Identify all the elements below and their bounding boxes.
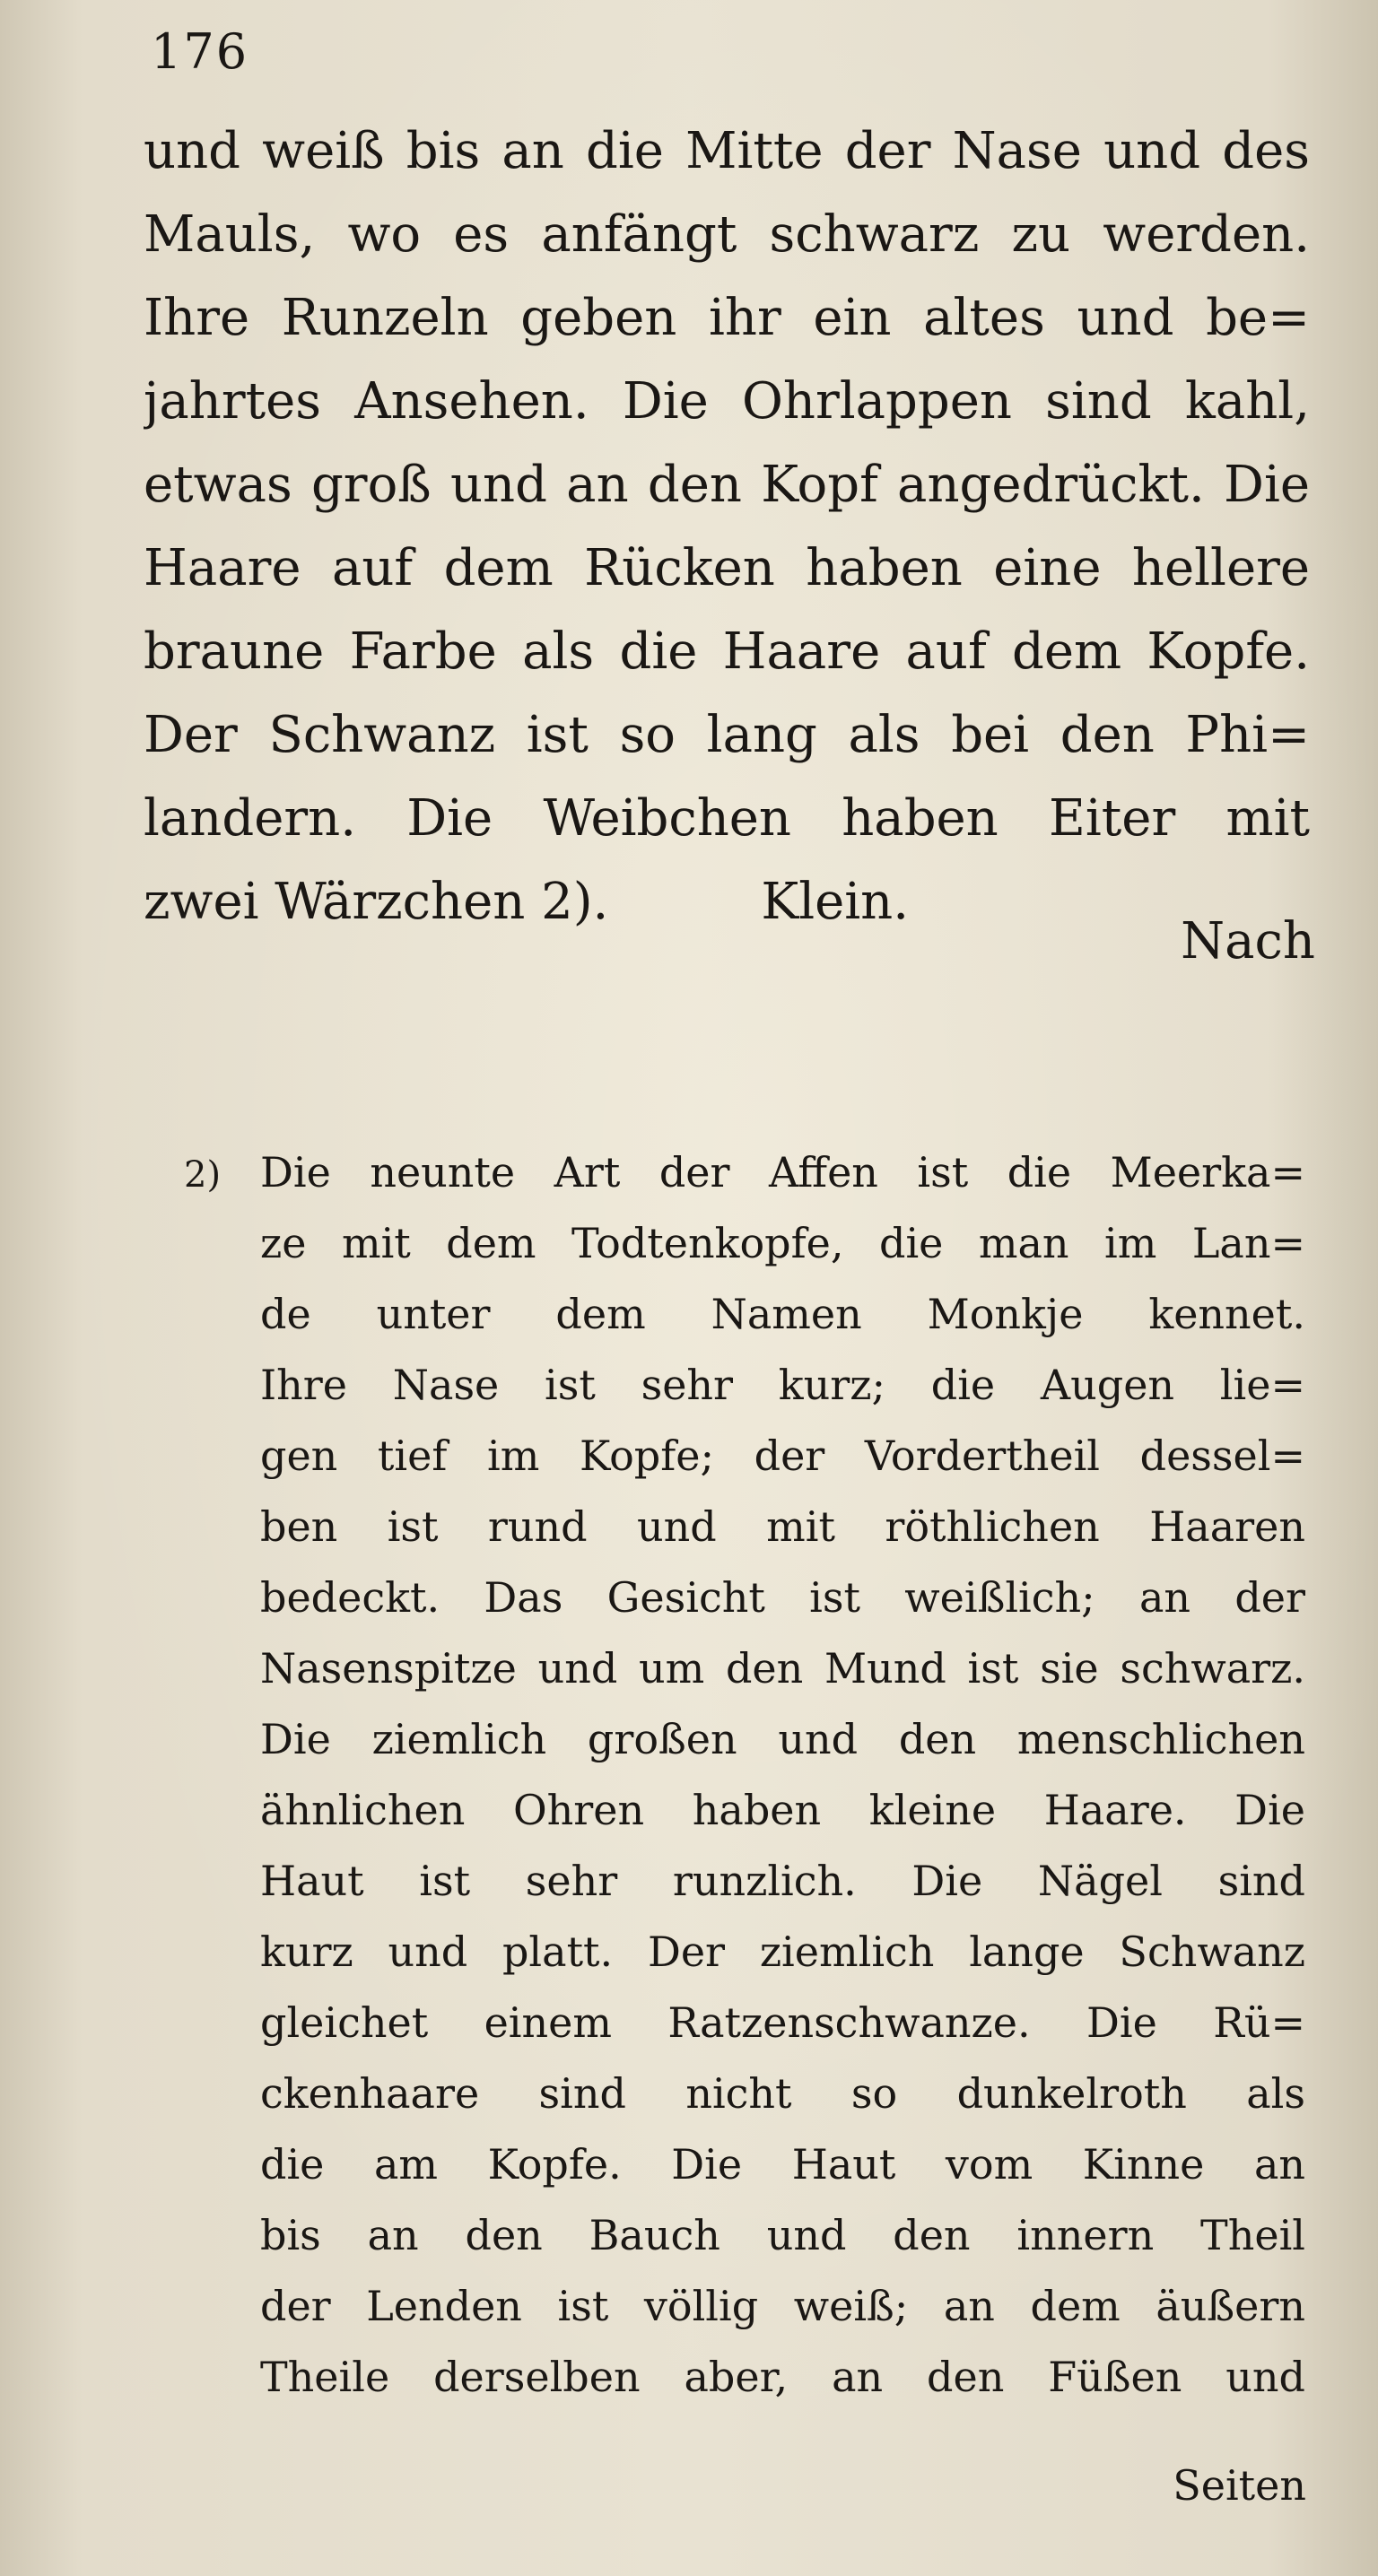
body-last-line-text: zwei Wärzchen 2). xyxy=(144,873,609,931)
footnote-line: bis an den Bauch und den innern Theil xyxy=(260,2211,1305,2259)
page-number: 176 xyxy=(151,23,249,80)
footnote-line: gen tief im Kopfe; der Vordertheil dessel= xyxy=(260,1432,1305,1480)
footnote-catchword: Seiten xyxy=(1173,2461,1306,2510)
body-line: Der Schwanz ist so lang als bei den Phi= xyxy=(144,706,1310,764)
footnote-line: der Lenden ist völlig weiß; an dem äußern xyxy=(260,2282,1305,2330)
footnote-line xyxy=(184,1137,1305,1208)
footnote-line: ähnlichen Ohren haben kleine Haare. Die xyxy=(260,1786,1305,1834)
footnote-line: Theile derselben aber, an den Füßen und xyxy=(260,2353,1305,2401)
footnote-line: Die ziemlich großen und den menschlichen xyxy=(260,1715,1305,1763)
footnote-line: de unter dem Namen Monkje kennet. xyxy=(260,1290,1305,1338)
body-line: und weiß bis an die Mitte der Nase und des xyxy=(144,122,1310,180)
footnote-line: Haut ist sehr runzlich. Die Nägel sind xyxy=(260,1857,1305,1905)
footnote-line: Nasenspitze und um den Mund ist sie schwarz. xyxy=(260,1644,1305,1693)
footnote-marker: 2) xyxy=(184,1154,222,1196)
footnote-line-text: Die neunte Art der Affen ist die Meerka= xyxy=(260,1148,1305,1197)
author-signature: Klein. xyxy=(761,873,910,931)
catchword: Nach xyxy=(1181,912,1315,970)
body-line: Haare auf dem Rücken haben eine hellere xyxy=(144,539,1310,597)
body-last-line xyxy=(144,860,1310,944)
footnote-line: ckenhaare sind nicht so dunkelroth als xyxy=(260,2069,1305,2118)
body-line: braune Farbe als die Haare auf dem Kopfe. xyxy=(144,622,1310,681)
body-text xyxy=(144,109,1310,944)
footnote-line: kurz und platt. Der ziemlich lange Schwanz xyxy=(260,1928,1305,1976)
footnote-line: bedeckt. Das Gesicht ist weißlich; an der xyxy=(260,1573,1305,1622)
footnote-line: Ihre Nase ist sehr kurz; die Augen lie= xyxy=(260,1361,1305,1409)
footnote xyxy=(184,1137,1305,2413)
footnote-line: ze mit dem Todtenkopfe, die man im Lan= xyxy=(260,1219,1305,1267)
footnote-line: ben ist rund und mit röthlichen Haaren xyxy=(260,1502,1305,1551)
footnote-line: gleichet einem Ratzenschwanze. Die Rü= xyxy=(260,1998,1305,2047)
body-line: landern. Die Weibchen haben Eiter mit xyxy=(144,789,1310,848)
body-line: etwas groß und an den Kopf angedrückt. Die xyxy=(144,456,1310,514)
body-line: Ihre Runzeln geben ihr ein altes und be= xyxy=(144,289,1310,347)
body-line: Mauls, wo es anfängt schwarz zu werden. xyxy=(144,205,1310,264)
body-line: jahrtes Ansehen. Die Ohrlappen sind kahl, xyxy=(144,372,1310,431)
footnote-line: die am Kopfe. Die Haut vom Kinne an xyxy=(260,2140,1305,2189)
